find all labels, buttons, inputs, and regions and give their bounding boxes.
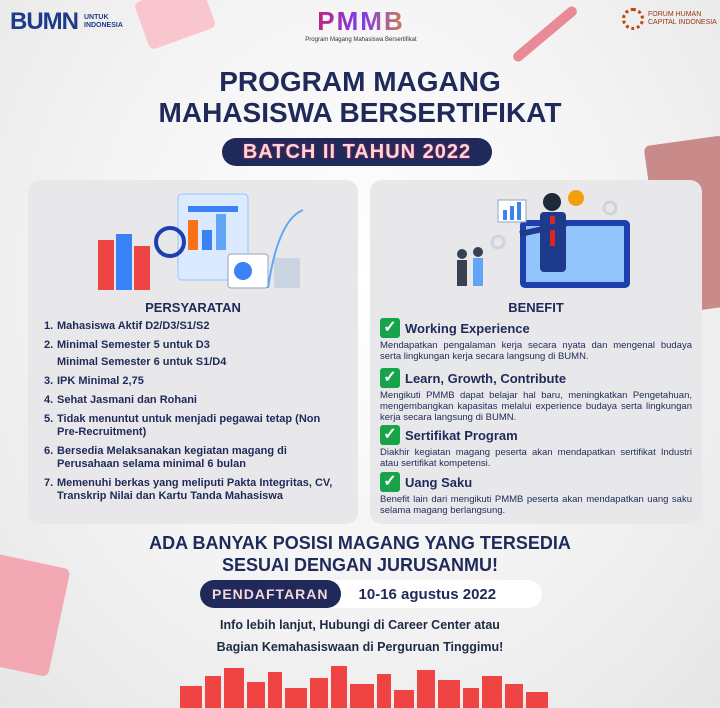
check-icon: ✓ xyxy=(380,472,400,492)
benefit-label: Learn, Growth, Contribute xyxy=(405,370,567,386)
item-number: 5. xyxy=(44,413,54,425)
city-skyline-illustration xyxy=(0,664,720,708)
check-icon: ✓ xyxy=(380,425,400,445)
item-number: 4. xyxy=(44,394,54,406)
info-text xyxy=(0,614,720,658)
item-number: 7. xyxy=(44,477,54,489)
list-item xyxy=(44,445,344,471)
check-icon: ✓ xyxy=(380,368,400,388)
benefit-label: Uang Saku xyxy=(405,474,473,490)
bumn-logo-tagline: UNTUK INDONESIA xyxy=(84,14,123,29)
list-item xyxy=(44,394,344,407)
bumn-logo-word: BUMN xyxy=(10,8,78,35)
benefit-item xyxy=(380,318,692,362)
item-text: Bersedia Melaksanakan kegiatan magang di Perusahaan selama minimal 6 bulan xyxy=(57,445,287,470)
presentation-illustration xyxy=(370,180,702,300)
analytics-illustration xyxy=(28,180,358,300)
list-item xyxy=(44,477,344,503)
page-title xyxy=(0,66,720,128)
pmmb-logo-word: PMMB xyxy=(296,6,426,37)
item-text: Tidak menuntut untuk menjadi pegawai tetap (Non Pre-Recruitment) xyxy=(57,413,321,438)
bumn-logo xyxy=(10,8,130,36)
title-line-1: PROGRAM MAGANG xyxy=(219,66,501,97)
list-item xyxy=(44,375,344,388)
requirements-heading: PERSYARATAN xyxy=(145,300,241,315)
batch-badge: BATCH II TAHUN 2022 xyxy=(222,138,492,166)
registration-bar xyxy=(200,580,542,608)
benefit-item xyxy=(380,368,692,423)
call-to-action xyxy=(0,532,720,576)
item-text: Mahasiswa Aktif D2/D3/S1/S2 xyxy=(57,320,210,332)
info-line-1: Info lebih lanjut, Hubungi di Career Center atau xyxy=(220,618,500,632)
benefit-desc: Diakhir kegiatan magang peserta akan mendapatkan sertifikat Industri atau sertifikat kompetensi. xyxy=(380,447,692,469)
registration-label: PENDAFTARAN xyxy=(200,580,341,608)
item-number: 2. xyxy=(44,339,54,351)
benefit-desc: Mengikuti PMMB dapat belajar hal baru, meningkatkan Pengetahuan, mengembangkan kapasitas melalui experience budaya serta lingkungan kerja secara langsung di BUMN. xyxy=(380,390,692,423)
benefit-item xyxy=(380,425,692,469)
benefit-item xyxy=(380,472,692,516)
pmmb-logo-tagline: Program Magang Mahasiswa Bersertifikat xyxy=(305,37,417,43)
benefit-label: Working Experience xyxy=(405,320,530,336)
benefit-desc: Mendapatkan pengalaman kerja secara nyata dan mengenal budaya serta lingkungan kerja secara langsung di BUMN. xyxy=(380,340,692,362)
fhci-sun-icon xyxy=(622,8,644,30)
requirements-list xyxy=(44,320,344,509)
benefit-card xyxy=(370,180,702,524)
benefit-heading: BENEFIT xyxy=(508,300,564,315)
fhci-logo-tagline: FORUM HUMAN CAPITAL INDONESIA xyxy=(648,11,717,26)
benefit-label: Sertifikat Program xyxy=(405,427,518,443)
requirements-card xyxy=(28,180,358,524)
item-number: 3. xyxy=(44,375,54,387)
benefit-desc: Benefit lain dari mengikuti PMMB peserta akan mendapatkan uang saku selama magang berlangsung. xyxy=(380,494,692,516)
fhci-logo xyxy=(622,8,718,30)
cta-line-1: ADA BANYAK POSISI MAGANG YANG TERSEDIA xyxy=(149,533,571,553)
title-line-2: MAHASISWA BERSERTIFIKAT xyxy=(158,97,562,128)
list-item xyxy=(44,413,344,439)
item-text: IPK Minimal 2,75 xyxy=(57,375,144,387)
item-text: Minimal Semester 6 untuk S1/D4 xyxy=(57,356,227,368)
item-text: Sehat Jasmani dan Rohani xyxy=(57,394,197,406)
item-number xyxy=(44,356,57,369)
check-icon: ✓ xyxy=(380,318,400,338)
item-number: 1. xyxy=(44,320,54,332)
info-line-2: Bagian Kemahasiswaan di Perguruan Tinggimu! xyxy=(216,640,504,654)
item-number: 6. xyxy=(44,445,54,457)
pmmb-logo xyxy=(296,6,426,43)
list-item xyxy=(44,356,344,369)
cta-line-2: SESUAI DENGAN JURUSANMU! xyxy=(221,555,499,575)
item-text: Memenuhi berkas yang meliputi Pakta Integritas, CV, Transkrip Nilai dan Kartu Tanda Mahasiswa xyxy=(57,477,333,502)
header xyxy=(0,0,720,60)
list-item xyxy=(44,339,344,352)
registration-date: 10-16 agustus 2022 xyxy=(358,585,497,603)
item-text: Minimal Semester 5 untuk D3 xyxy=(57,339,210,351)
list-item xyxy=(44,320,344,333)
